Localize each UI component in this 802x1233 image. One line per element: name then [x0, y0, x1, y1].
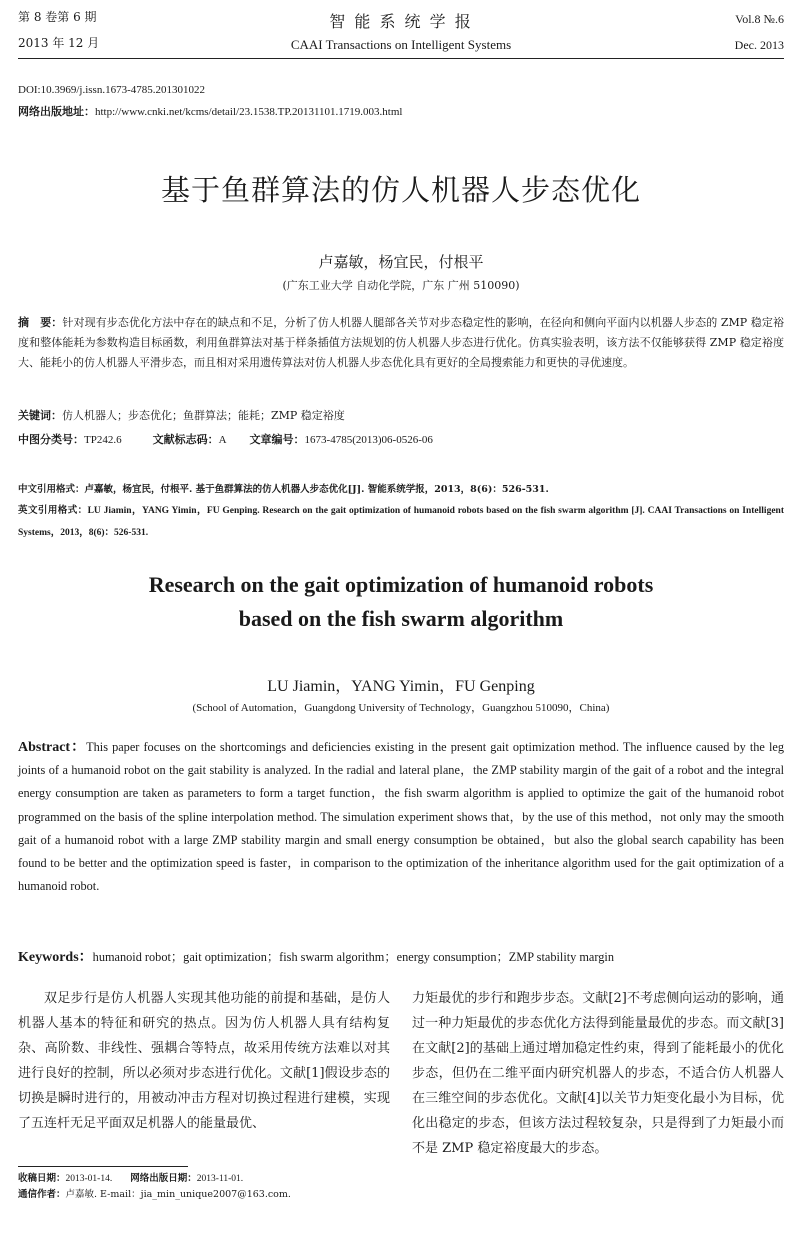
classification — [18, 430, 784, 450]
doi: DOI:10.3969/j.issn.1673-4785.201301022 — [18, 84, 205, 96]
class-label-3: 文章编号： — [249, 433, 305, 446]
online-url[interactable]: http://www.cnki.net/kcms/detail/23.1538.TP.20131101.1719.003.html — [95, 106, 403, 118]
class-value-1: TP242.6 — [84, 434, 122, 446]
class-label-2: 文献标志码： — [152, 433, 219, 446]
body-left-column: 双足步行是仿人机器人实现其他功能的前提和基础，是仿人机器人基本的特征和研究的热点。因为仿人机器人具有结构复杂、高阶数、非线性、强耦合等特点，故采用传统方法难以对其进行良好的控制，所以必须对步态进行优化。文献[1]假设步态的切换是瞬时进行的，用被动冲击方程对切换过程进行建模，实现了五连杆无足平面双足机器人的能量最优、 — [18, 991, 390, 1131]
footnote-rule — [18, 1166, 188, 1167]
citation-en-text: LU Jiamin，YANG Yimin，FU Genping. Research on the gait optimization of humanoid robots based on the fish swarm algorithm [J]. CAAI Transactions on Intelligent Systems，2013，8(6)：526-531. — [18, 506, 784, 538]
keywords-en-label: Keywords： — [18, 950, 93, 965]
corr-author: 卢嘉敏. E-mail：jia_min_unique2007@163.com. — [65, 1189, 291, 1200]
corr-label: 通信作者： — [18, 1189, 66, 1200]
header-rule — [18, 58, 784, 59]
affiliation-cn: (广东工业大学 自动化学院，广东 广州 510090) — [282, 279, 520, 292]
abstract-en-label: Abstract： — [18, 740, 87, 755]
abstract-en-text: This paper focuses on the shortcomings and deficiencies existing in the present gait optimization method. The influence caused by the leg joints of a humanoid robot on the gait stability is analyzed. In the radial and lateral plane，the ZMP stability margin of the gait of a robot and the integral energy consumption are taken as parameters to form a target function，the fish swarm algorithm is applied to optimize the gait of the humanoid robot programmed on the basis of the spline interpolation method. The simulation experiment shows that，by the use of this method，not only may the smooth gait of a humanoid robot with a large ZMP stability margin and small energy consumption be obtained，but also the global search capability has been found to be better and the optimization speed is faster，in comparison to the optimization of the inheritance algorithm used for the gait optimization of a humanoid robot. — [18, 740, 784, 894]
online-label: 网络出版地址： — [18, 105, 95, 118]
received-date: 2013-01-14. — [65, 1174, 113, 1184]
citation-en-label: 英文引用格式： — [18, 505, 88, 516]
keywords-cn — [18, 406, 784, 426]
class-value-3: 1673-4785(2013)06-0526-06 — [304, 434, 433, 446]
keywords-en-text: humanoid robot；gait optimization；fish swarm algorithm；energy consumption；ZMP stability margin — [92, 950, 614, 964]
citation-cn — [18, 480, 784, 500]
header-date-cn: 2013 年 12 月 — [18, 36, 100, 50]
authors-cn: 卢嘉敏，杨宜民，付根平 — [318, 253, 484, 271]
header-volume-en: Vol.8 №.6 — [735, 12, 784, 26]
body-right-column: 力矩最优的步行和跑步步态。文献[2]不考虑侧向运动的影响，通过一种力矩最优的步态优化方法得到能量最优的步态。而文献[3]在文献[2]的基础上通过增加稳定性约束，得到了能耗最小的优化步态，但仍在二维平面内研究机器人的步态，不适合仿人机器人在三维空间的步态优化。文献[4]以关节力矩变化最小为目标，优化出稳定的步态，但该方法过程较复杂，只是得到了力矩最小而不是 ZMP 稳定裕度最大的步态。 — [412, 991, 784, 1156]
title-en-line-2: based on the fish swarm algorithm — [238, 606, 564, 631]
online-address — [18, 104, 402, 120]
header-journal-cn: 智 能 系 统 学 报 — [329, 12, 473, 31]
abstract-cn-label: 摘 要： — [18, 316, 63, 329]
received-label: 收稿日期： — [18, 1173, 66, 1184]
abstract-en — [18, 736, 784, 898]
keywords-cn-label: 关键词： — [18, 409, 62, 422]
authors-en: LU Jiamin，YANG Yimin，FU Genping — [267, 678, 535, 695]
title-en-line-1: Research on the gait optimization of humanoid robots — [148, 572, 654, 597]
header-volume-cn: 第 8 卷第 6 期 — [18, 10, 97, 24]
title-en — [0, 568, 802, 636]
class-value-2: A — [218, 434, 227, 446]
online-date: 2013-11-01. — [196, 1174, 244, 1184]
affiliation-en: (School of Automation，Guangdong University of Technology，Guangzhou 510090，China) — [192, 702, 610, 714]
keywords-cn-text: 仿人机器人；步态优化；鱼群算法；能耗；ZMP 稳定裕度 — [62, 409, 345, 422]
citation-cn-text: 卢嘉敏，杨宜民，付根平. 基于鱼群算法的仿人机器人步态优化[J]. 智能系统学报，2013，8(6)：526-531. — [84, 484, 549, 495]
footnote — [18, 1171, 398, 1203]
abstract-cn — [18, 313, 784, 373]
title-cn: 基于鱼群算法的仿人机器人步态优化 — [160, 173, 641, 207]
online-date-label: 网络出版日期： — [130, 1173, 197, 1184]
citation-en — [18, 500, 784, 544]
citation-cn-label: 中文引用格式： — [18, 484, 85, 495]
header-journal-en: CAAI Transactions on Intelligent Systems — [290, 37, 512, 52]
abstract-cn-text: 针对现有步态优化方法中存在的缺点和不足，分析了仿人机器人腿部各关节对步态稳定性的影响，在径向和侧向平面内以机器人步态的 ZMP 稳定裕度和整体能耗为参数构造目标函数，利用鱼群算法对基于样条插值方法规划的仿人机器人步态进行优化。仿真实验表明，该方法不仅能够获得 ZMP 稳定裕度大、能耗小的仿人机器人平滑步态，而且相对采用遗传算法对仿人机器人步态优化具有更好的全局搜索能力和更快的寻优速度。 — [18, 316, 785, 369]
header-date-en: Dec. 2013 — [734, 38, 784, 52]
class-label-1: 中图分类号： — [18, 433, 84, 446]
keywords-en — [18, 946, 784, 969]
